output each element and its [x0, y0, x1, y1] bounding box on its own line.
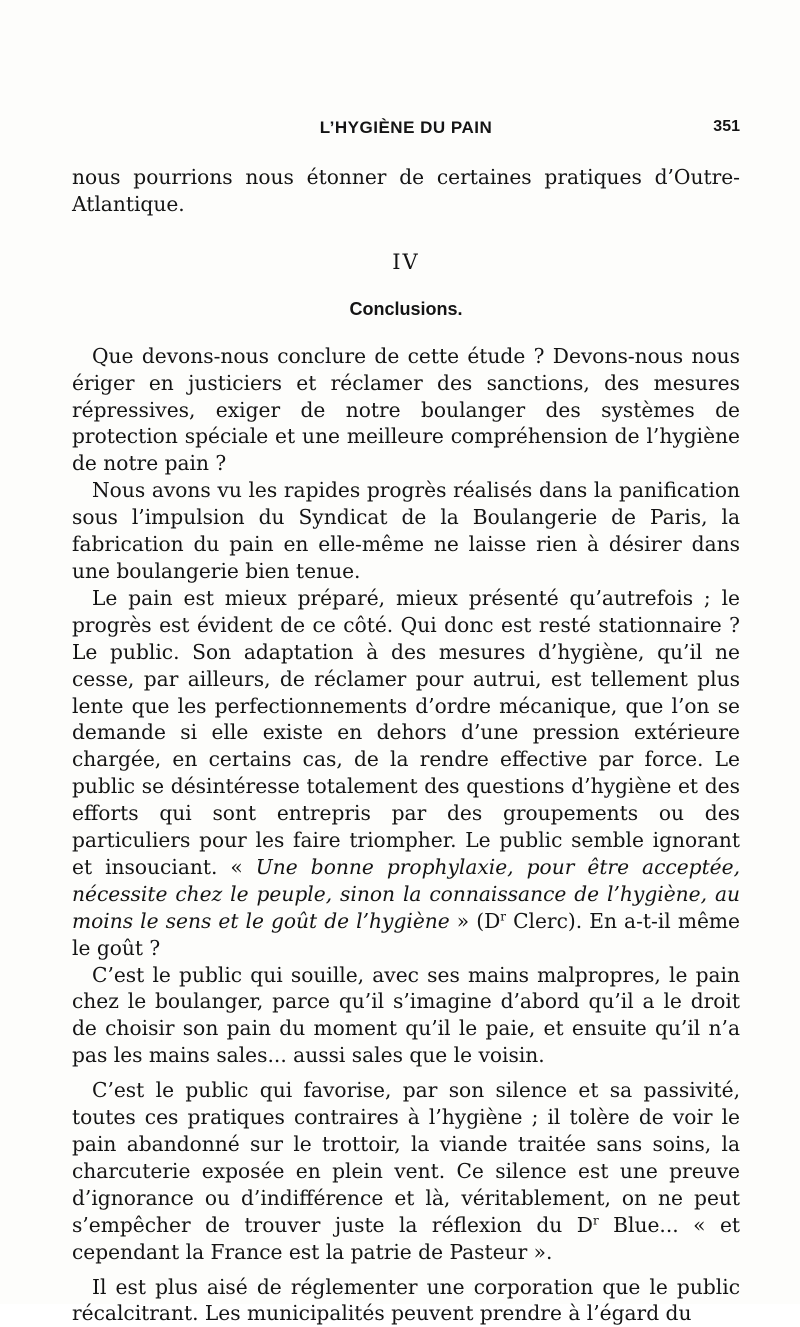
paragraph-2: Nous avons vu les rapides progrès réalisés dans la panification sous l’impulsion du Syndicat de la Boulangerie de Paris, la fabrication du pain en elle-même ne laisse rien à désirer dans une boulangerie bien tenue. [72, 478, 740, 583]
body-text [72, 164, 740, 1327]
paragraph-3-text: Le pain est mieux préparé, mieux présenté qu’autrefois ; le progrès est évident de ce côté. Qui donc est resté stationnaire ? Le public. Son adaptation à des mesures d’hygiène, qu’il ne cesse, par ailleurs, de réclamer pour autrui, est tellement plus lente que les perfectionnements d’ordre mécanique, que l’on se demande si elle existe en dehors d’une pression extérieure chargée, en certains cas, de la rendre effective par force. Le public se désintéresse totalement des questions d’hygiène et des efforts qui sont entrepris par des groupements ou des particuliers pour les faire triompher. Le public semble ignorant et insouciant. « [72, 585, 740, 879]
quotation-clerc: Une bonne prophylaxie, pour être acceptée, nécessite chez le peuple, sinon la connaissance de l’hygiène, au moins le sens et le goût de l’hygiène [72, 854, 740, 933]
page-number: 351 [713, 118, 740, 135]
chapter-numeral: IV [392, 249, 420, 274]
opening-paragraph: nous pourrions nous étonner de certaines pratiques d’Outre-Atlantique. [72, 165, 740, 216]
running-title: L’HYGIÈNE DU PAIN [319, 118, 493, 137]
paragraph-6: Il est plus aisé de réglementer une corporation que le public récalcitrant. Les municipalités peuvent prendre à l’égard du [72, 1274, 740, 1326]
running-head [72, 118, 740, 146]
paragraph-3-end: Clerc). En a-t-il même le goût ? [72, 908, 740, 960]
paragraph-3-attribution: » (D [449, 908, 501, 933]
section-title: Conclusions. [349, 298, 463, 319]
paragraph-5-text: C’est le public qui favorise, par son silence et sa passivité, toutes ces pratiques contraires à l’hygiène ; il tolère de voir le pain abandonné sur le trottoir, la viande traitée sans soins, la charcuterie exposée en plein vent. Ce silence est une preuve d’ignorance ou d’indifférence et là, véritablement, on ne peut s’empêcher de trouver juste la réflexion du D [72, 1078, 740, 1237]
paragraph-3 [72, 585, 740, 962]
paragraph-1: Que devons-nous conclure de cette étude ? Devons-nous nous ériger en justiciers et réclamer des sanctions, des mesures répressives, exiger de notre boulanger des systèmes de protection spéciale et une meilleure compréhension de l’hygiène de notre pain ? [72, 343, 740, 476]
doctor-abbrev-sup: r [592, 1212, 599, 1227]
paragraph-5-end: Blue... « et cependant la France est la patrie de Pasteur ». [72, 1212, 741, 1264]
doctor-abbrev-sup: r [500, 909, 507, 924]
paragraph-5 [72, 1077, 740, 1265]
paragraph-4: C’est le public qui souille, avec ses mains malpropres, le pain chez le boulanger, parce qu’il s’imagine d’abord qu’il a le droit de choisir son pain du moment qu’il le paie, et ensuite qu’il n’a pas les mains sales... aussi sales que le voisin. [72, 962, 740, 1068]
